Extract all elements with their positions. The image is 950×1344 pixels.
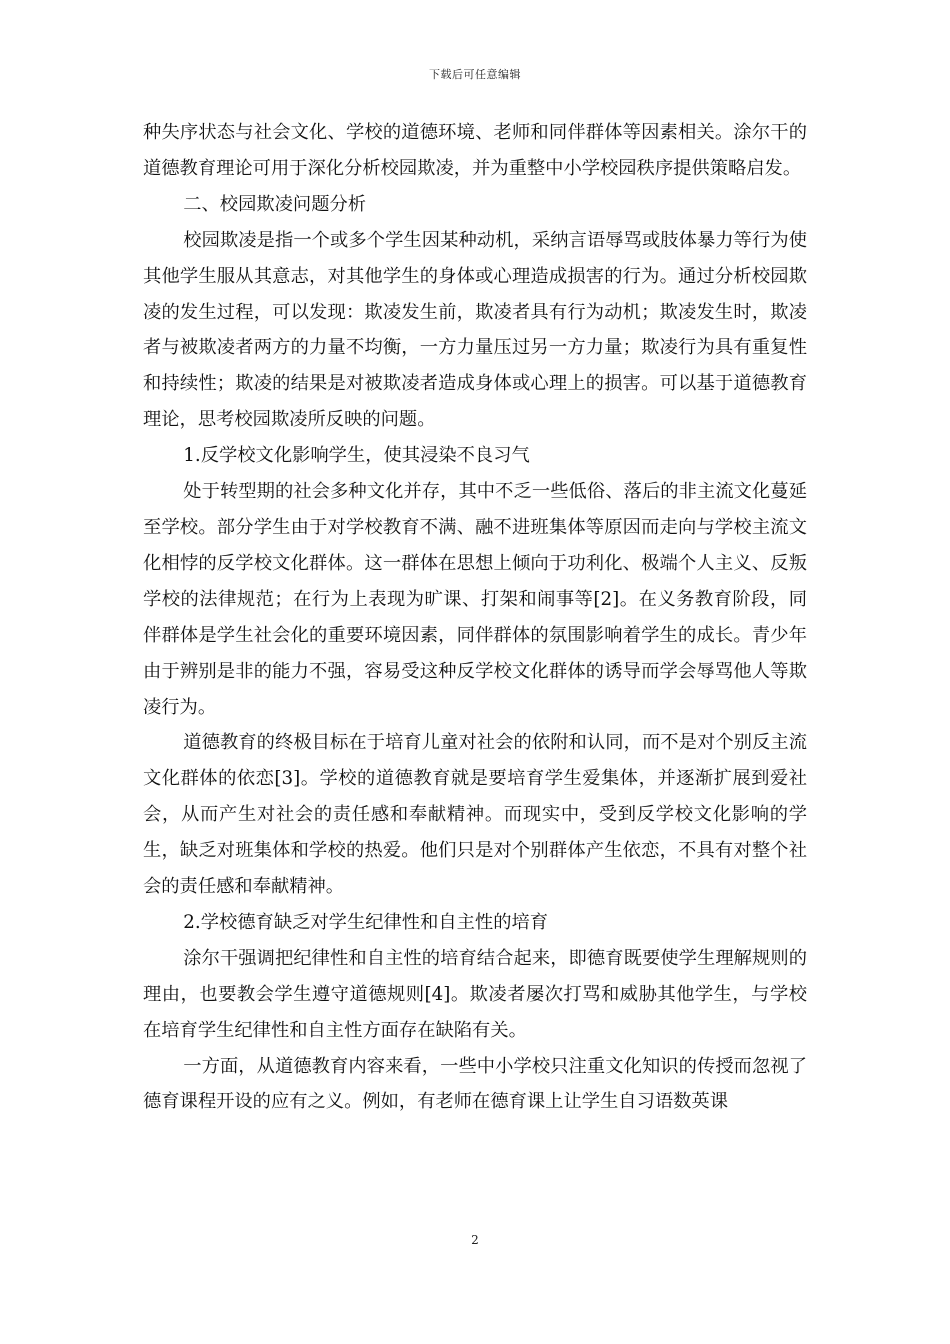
section-heading: 二、校园欺凌问题分析	[183, 193, 367, 215]
subsection-heading: 1.反学校文化影响学生，使其浸染不良习气	[183, 445, 530, 467]
paragraph: 道德教育的终极目标在于培育儿童对社会的依附和认同，而不是对个别反主流文化群体的依恋[3]。学校的道德教育就是要培育学生爱集体，并逐渐扩展到爱社会，从而产生对社会的责任感和奉献精神。而现实中，受到反学校文化影响的学生，缺乏对班集体和学校的热爱。他们只是对个别群体产生依恋，不具有对整个社会的责任感和奉献精神。	[143, 732, 807, 898]
page-number: 2	[471, 1233, 479, 1247]
subsection-heading: 2.学校德育缺乏对学生纪律性和自主性的培育	[183, 911, 549, 933]
document-body	[143, 115, 807, 1120]
paragraph: 涂尔干强调把纪律性和自主性的培育结合起来，即德育既要使学生理解规则的理由，也要教会学生遵守道德规则[4]。欺凌者屡次打骂和威胁其他学生，与学校在培育学生纪律性和自主性方面存在缺陷有关。	[143, 947, 807, 1041]
paragraph: 校园欺凌是指一个或多个学生因某种动机，采纳言语辱骂或肢体暴力等行为使其他学生服从其意志，对其他学生的身体或心理造成损害的行为。通过分析校园欺凌的发生过程，可以发现：欺凌发生前，欺凌者具有行为动机；欺凌发生时，欺凌者与被欺凌者两方的力量不均衡，一方力量压过另一方力量；欺凌行为具有重复性和持续性；欺凌的结果是对被欺凌者造成身体或心理上的损害。可以基于道德教育理论，思考校园欺凌所反映的问题。	[143, 229, 807, 431]
paragraph: 一方面，从道德教育内容来看，一些中小学校只注重文化知识的传授而忽视了德育课程开设的应有之义。例如，有老师在德育课上让学生自习语数英课	[143, 1055, 807, 1113]
paragraph: 种失序状态与社会文化、学校的道德环境、老师和同伴群体等因素相关。涂尔干的道德教育理论可用于深化分析校园欺凌，并为重整中小学校园秩序提供策略启发。	[143, 122, 807, 179]
header-note: 下载后可任意编辑	[429, 68, 521, 81]
paragraph: 处于转型期的社会多种文化并存，其中不乏一些低俗、落后的非主流文化蔓延至学校。部分学生由于对学校教育不满、融不进班集体等原因而走向与学校主流文化相悖的反学校文化群体。这一群体在思想上倾向于功利化、极端个人主义、反叛学校的法律规范；在行为上表现为旷课、打架和闹事等[2]。在义务教育阶段，同伴群体是学生社会化的重要环境因素，同伴群体的氛围影响着学生的成长。青少年由于辨别是非的能力不强，容易受这种反学校文化群体的诱导而学会辱骂他人等欺凌行为。	[143, 481, 807, 718]
